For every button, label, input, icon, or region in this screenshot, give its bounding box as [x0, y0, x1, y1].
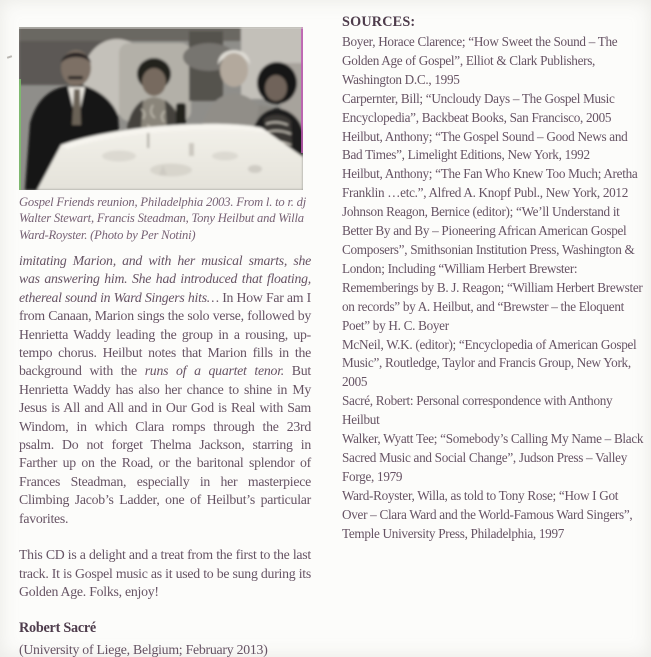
- signature-block: [19, 619, 311, 657]
- source-entry: Carpernter, Bill; “Uncloudy Days – The Gospel Music Encyclopedia”, Backbeat Books, San Francisco, 2005: [342, 90, 615, 125]
- source-entry: Ward-Royster, Willa, as told to Tony Rose; “How I Got Over – Clara Ward and the World-Famous Ward Singers”, Temple University Press, Philadelphia, 1997: [342, 487, 633, 541]
- source-entry: McNeil, W.K. (editor); “Encyclopedia of American Gospel Music”, Routledge, Taylor and Francis Group, New York, 2005: [342, 336, 637, 390]
- source-entry: Sacré, Robert: Personal correspondence with Anthony Heilbut: [342, 393, 613, 428]
- source-entry: Walker, Wyatt Tee; “Somebody’s Calling My Name – Black Sacred Music and Social Change”, Judson Press – Valley Forge, 1979: [342, 431, 644, 484]
- body-text-b: But Henrietta Waddy has also her chance to shine in My Jesus is All and All and in Our God is Real with Sam Windom, in which Clara romps through the 23rd psalm. Do not forget Thelma Jackson, starring in Farther up on the Road, or the baritonal splendor of Frances Steadman, especially in her masterpiece Climbing Jacob’s Ladder, one of Heilbut’s particular favorites.: [19, 363, 311, 526]
- quoted-phrase: runs of a quartet tenor.: [144, 363, 284, 379]
- sources-section: [342, 14, 644, 543]
- source-entry: Boyer, Horace Clarence; “How Sweet the Sound – The Golden Age of Gospel”, Elliot & Clark Publishers, Washington D.C., 1995: [342, 34, 618, 87]
- sources-heading: SOURCES:: [342, 14, 416, 30]
- sources-list: [342, 33, 644, 543]
- source-entry: Heilbut, Anthony; “The Fan Who Knew Too Much; Aretha Franklin …etc.”, Alfred A. Knopf Publ., New York, 2012: [342, 166, 638, 201]
- photo-illustration: [19, 27, 303, 190]
- author-name: Robert Sacré: [19, 620, 96, 637]
- photo-caption: Gospel Friends reunion, Philadelphia 2003. From l. to r. dj Walter Stewart, Francis Steadman, Tony Heilbut and Willa Ward-Royster. (Photo by Per Notini): [19, 195, 307, 242]
- quote-continuation: imitating Marion, and with her musical smarts, she was answering him. She had introduced that floating, ethereal sound in Ward Singers hits…: [19, 253, 311, 305]
- body-text-a: In How Far am I from Canaan, Marion sings the solo verse, followed by Henrietta Waddy leading the group in a rousing, up-tempo chorus. Heilbut notes that Marion fills in the background with the: [19, 289, 311, 379]
- author-affiliation: (University of Liege, Belgium; February 2013): [19, 641, 268, 657]
- article-paragraph-2: This CD is a delight and a treat from the first to the last track. It is Gospel music as it used to be sung during its Golden Age. Folks, enjoy!: [19, 547, 311, 599]
- source-entry: Heilbut, Anthony; “The Gospel Sound – Good News and Bad Times”, Limelight Editions, New York, 1992: [342, 128, 628, 163]
- gospel-friends-photo: [19, 27, 303, 190]
- article-text: [19, 252, 311, 657]
- scan-artifact: [7, 55, 12, 59]
- article-paragraph-1: [19, 252, 311, 528]
- source-entry: Johnson Reagon, Bernice (editor); “We’ll Understand it Better By and By – Pioneering African American Gospel Composers”, Smithsonian Institution Press, Washington & London; Including “William Herbert Brewster: Rememberings by B. J. Reagon; “William Herbert Brewster on records” by A. Heilbut, and “Brewster – the Eloquent Poet” by H. C. Boyer: [342, 204, 643, 333]
